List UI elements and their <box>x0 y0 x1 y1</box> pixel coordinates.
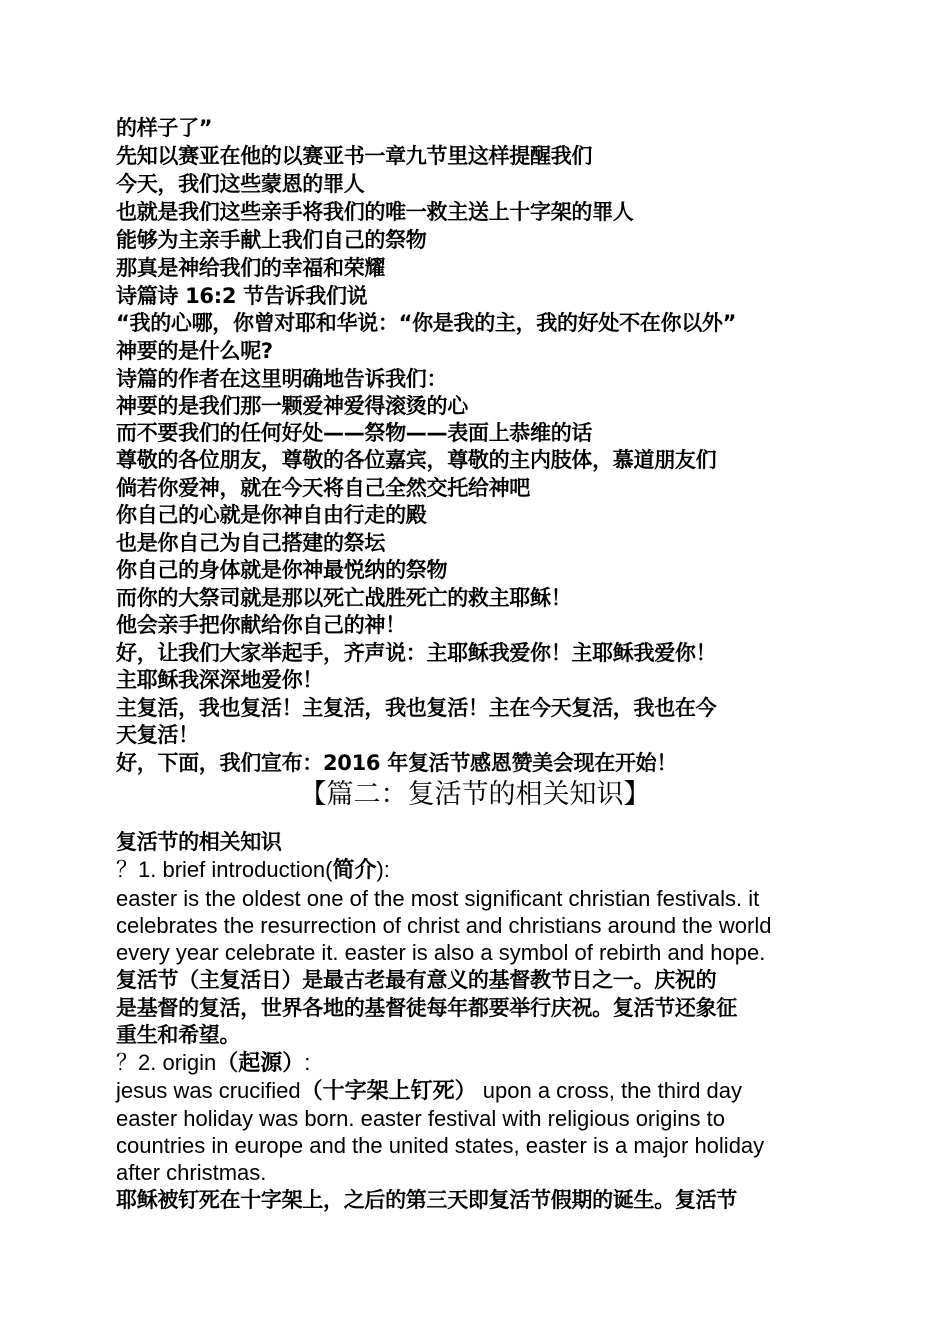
origin-en-line: easter holiday was born. easter festival with religious origins to <box>116 1106 725 1131</box>
text-line: 好，让我们大家举起手，齐声说：主耶稣我爱你！主耶稣我爱你！ <box>116 641 717 665</box>
section-heading: 【篇二：复活节的相关知识】 <box>299 779 651 810</box>
text-line: 也就是我们这些亲手将我们的唯一救主送上十字架的罪人 <box>116 200 634 224</box>
text-line: 神要的是什么呢? <box>116 339 273 363</box>
origin-en-line: countries in europe and the united states, easter is a major holiday <box>116 1133 765 1158</box>
intro-label <box>116 856 390 884</box>
origin-label-prefix: ？2. origin <box>116 1050 217 1075</box>
text-line: 今天，我们这些蒙恩的罪人 <box>116 172 365 196</box>
text-line: 也是你自己为自己搭建的祭坛 <box>116 531 386 555</box>
text-line: 主耶稣我深深地爱你！ <box>116 668 323 692</box>
origin-cn-line: 耶稣被钉死在十字架上，之后的第三天即复活节假期的诞生。复活节 <box>116 1188 737 1212</box>
text-line: “我的心哪，你曾对耶和华说：“你是我的主，我的好处不在你以外” <box>116 311 737 335</box>
text-line: 倘若你爱神，就在今天将自己全然交托给神吧 <box>116 476 530 500</box>
text-line: 主复活，我也复活！主复活，我也复活！主在今天复活，我也在今 <box>116 696 717 720</box>
text-line: 而你的大祭司就是那以死亡战胜死亡的救主耶稣！ <box>116 586 572 610</box>
origin-label-cn: （起源） <box>216 1051 305 1076</box>
text-line: 诗篇诗 16:2 节告诉我们说 <box>116 284 368 308</box>
text-line: 你自己的身体就是你神最悦纳的祭物 <box>116 558 448 582</box>
text-line: 诗篇的作者在这里明确地告诉我们： <box>116 367 448 391</box>
intro-cn-line: 重生和希望。 <box>116 1023 241 1047</box>
intro-en-line: every year celebrate it. easter is also a symbol of rebirth and hope. <box>116 940 766 965</box>
origin-en-prefix: jesus was crucified <box>116 1078 301 1103</box>
intro-cn-line: 复活节（主复活日）是最古老最有意义的基督教节日之一。庆祝的 <box>116 968 717 992</box>
text-line: 神要的是我们那一颗爱神爱得滚烫的心 <box>116 394 468 418</box>
origin-en-cn: （十字架上钉死） <box>300 1079 477 1104</box>
text-line: 尊敬的各位朋友，尊敬的各位嘉宾，尊敬的主内肢体，慕道朋友们 <box>116 448 717 472</box>
intro-label-suffix: ): <box>376 857 390 882</box>
intro-en-line: easter is the oldest one of the most significant christian festivals. it <box>116 886 760 911</box>
text-line: 你自己的心就是你神自由行走的殿 <box>116 503 427 527</box>
intro-label-prefix: ？1. brief introduction( <box>116 857 333 882</box>
section-title: 复活节的相关知识 <box>116 830 282 854</box>
intro-cn-line: 是基督的复活，世界各地的基督徒每年都要举行庆祝。复活节还象征 <box>116 996 737 1020</box>
text-line: 天复活！ <box>116 723 199 747</box>
origin-en-line: after christmas. <box>116 1160 267 1185</box>
text-line: 能够为主亲手献上我们自己的祭物 <box>116 228 427 252</box>
text-line: 好，下面，我们宣布：2016 年复活节感恩赞美会现在开始！ <box>116 751 678 775</box>
origin-label-suffix: : <box>304 1050 311 1075</box>
origin-en-line <box>116 1077 742 1105</box>
intro-label-cn: 简介 <box>332 858 377 883</box>
text-line: 那真是神给我们的幸福和荣耀 <box>116 256 386 280</box>
text-line: 他会亲手把你献给你自己的神！ <box>116 613 406 637</box>
origin-en-suffix: upon a cross, the third day <box>476 1078 743 1103</box>
text-line: 而不要我们的任何好处——祭物——表面上恭维的话 <box>116 421 593 445</box>
text-line: 的样子了” <box>116 116 213 140</box>
text-line: 先知以赛亚在他的以赛亚书一章九节里这样提醒我们 <box>116 144 593 168</box>
intro-en-line: celebrates the resurrection of christ and christians around the world <box>116 913 772 938</box>
origin-label <box>116 1049 310 1077</box>
